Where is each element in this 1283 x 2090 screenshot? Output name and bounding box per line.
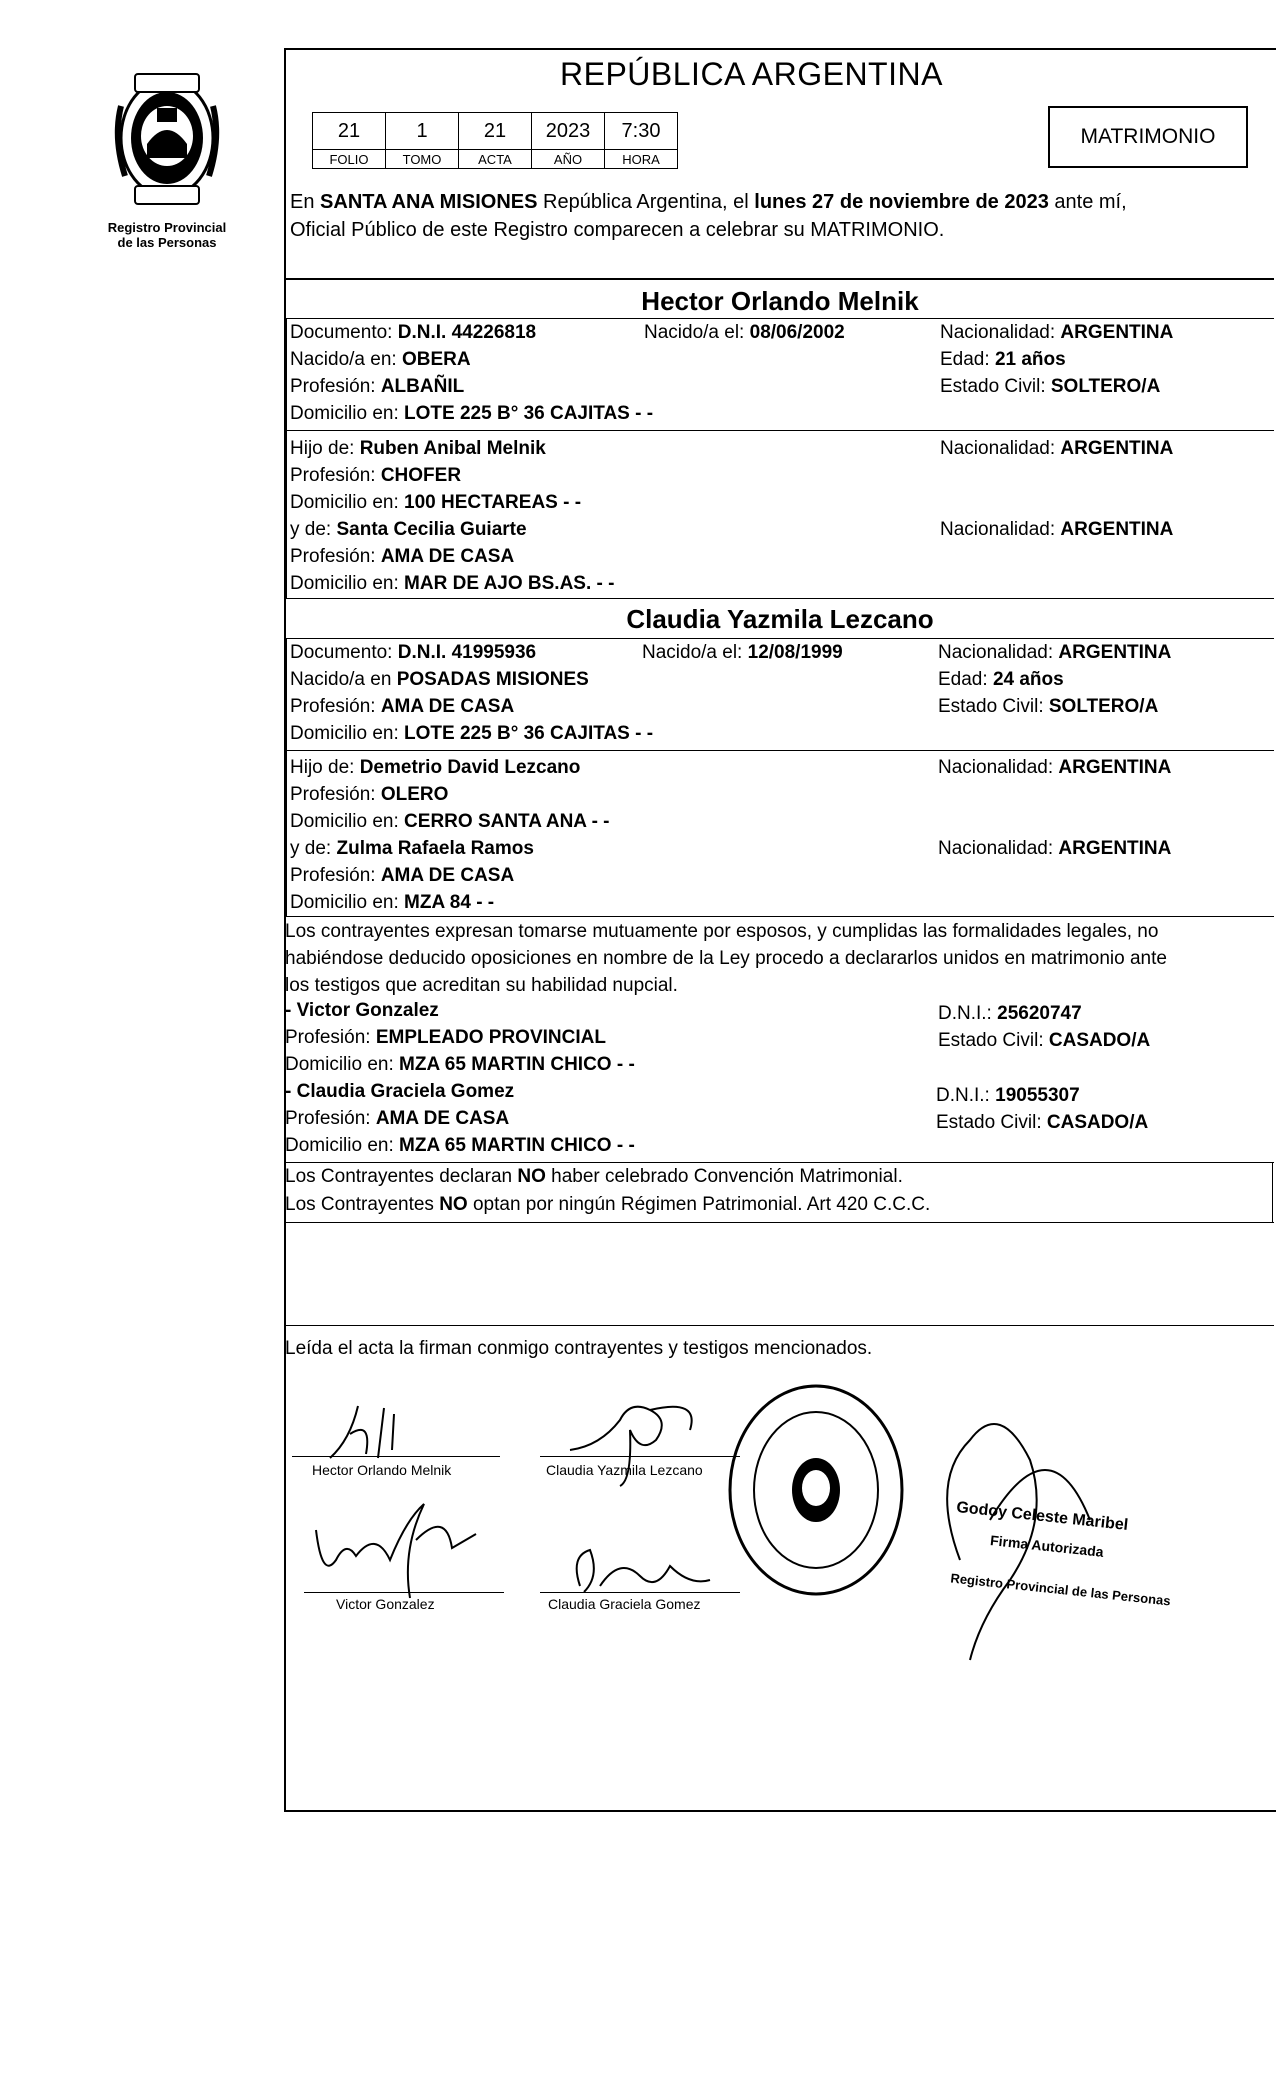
registry-seal xyxy=(722,1380,910,1600)
spouse2-mother-address: Domicilio en: MZA 84 - - xyxy=(290,892,495,913)
intro-text: República Argentina, el xyxy=(537,191,755,213)
spouse1-birthplace: Nacido/a en: OBERA xyxy=(290,349,471,370)
spouse2-civil-status: Estado Civil: SOLTERO/A xyxy=(938,696,1159,717)
intro-text: ante mí, xyxy=(1048,191,1127,213)
spouse1-nationality: Nacionalidad: ARGENTINA xyxy=(940,322,1174,343)
spouse2-address: Domicilio en: LOTE 225 B° 36 CAJITAS - - xyxy=(290,723,654,744)
spouse2-nationality: Nacionalidad: ARGENTINA xyxy=(938,642,1172,663)
witness2-name: - Claudia Graciela Gomez xyxy=(285,1081,515,1102)
signature-caption-witness2: Claudia Graciela Gomez xyxy=(548,1596,701,1612)
officer-stamp-title: Firma Autorizada xyxy=(989,1532,1105,1560)
logo-caption-line-1: Registro Provincial xyxy=(107,220,227,235)
witness2-profession: Profesión: AMA DE CASA xyxy=(285,1108,510,1129)
spouse2-mother-nationality: Nacionalidad: ARGENTINA xyxy=(938,838,1172,859)
spouse1-civil-status: Estado Civil: SOLTERO/A xyxy=(940,376,1161,397)
anio-value: 2023 xyxy=(532,113,605,150)
witness2-address: Domicilio en: MZA 65 MARTIN CHICO - - xyxy=(285,1135,635,1156)
divider xyxy=(284,318,1274,319)
witness1-address: Domicilio en: MZA 65 MARTIN CHICO - - xyxy=(285,1054,635,1075)
divider xyxy=(284,638,1274,639)
tomo-label: TOMO xyxy=(386,150,459,169)
convention-statement: Los Contrayentes declaran NO haber celebrado Convención Matrimonial. xyxy=(285,1166,903,1187)
witness1-dni: D.N.I.: 25620747 xyxy=(938,1003,1082,1024)
intro-text: En xyxy=(290,191,321,213)
signature-caption-witness1: Victor Gonzalez xyxy=(336,1596,435,1612)
divider xyxy=(284,1162,1274,1163)
declaration-paragraph xyxy=(285,918,1275,999)
declaration-line: Los contrayentes expresan tomarse mutuamente por esposos, y cumplidas las formalidades legales, no xyxy=(285,921,1159,942)
divider xyxy=(284,278,1274,280)
spouse2-name: Claudia Yazmila Lezcano xyxy=(626,604,934,634)
divider xyxy=(284,1325,1274,1326)
spouse1-mother-address: Domicilio en: MAR DE AJO BS.AS. - - xyxy=(290,573,615,594)
spouse2-father: Hijo de: Demetrio David Lezcano xyxy=(290,757,581,778)
spouse1-father-profession: Profesión: CHOFER xyxy=(290,465,462,486)
country-title: REPÚBLICA ARGENTINA xyxy=(560,56,943,92)
divider xyxy=(286,750,1274,751)
witness2-civil-status: Estado Civil: CASADO/A xyxy=(936,1112,1149,1133)
signature-witness1 xyxy=(306,1490,486,1602)
tomo-value: 1 xyxy=(386,113,459,150)
registry-logo xyxy=(92,66,242,250)
signature-spouse2 xyxy=(560,1390,720,1490)
spouse2-father-nationality: Nacionalidad: ARGENTINA xyxy=(938,757,1172,778)
spouse2-birthdate: Nacido/a el: 12/08/1999 xyxy=(642,642,843,663)
anio-label: AÑO xyxy=(532,150,605,169)
logo-caption-line-2: de las Personas xyxy=(117,235,217,250)
declaration-line: habiéndose deducido oposiciones en nombre de la Ley procedo a declararlos unidos en matrimonio ante xyxy=(285,948,1167,969)
spouse2-document: Documento: D.N.I. 41995936 xyxy=(290,642,537,663)
folio-label: FOLIO xyxy=(313,150,386,169)
spouse1-father-address: Domicilio en: 100 HECTAREAS - - xyxy=(290,492,582,513)
signature-caption-spouse2: Claudia Yazmila Lezcano xyxy=(546,1462,703,1478)
spouse2-mother-profession: Profesión: AMA DE CASA xyxy=(290,865,515,886)
witness2-dni: D.N.I.: 19055307 xyxy=(936,1085,1080,1106)
spouse2-mother: y de: Zulma Rafaela Ramos xyxy=(290,838,534,859)
officer-stamp-registry: Registro Provincial de las Personas xyxy=(949,1570,1172,1609)
witness1-name: - Victor Gonzalez xyxy=(285,1000,439,1021)
spouse1-profession: Profesión: ALBAÑIL xyxy=(290,376,465,397)
officer-stamp-name: Godoy Celeste Maribel xyxy=(955,1499,1129,1534)
signature-spouse1 xyxy=(320,1400,420,1464)
intro-paragraph xyxy=(290,188,1275,244)
intro-line-2: Oficial Público de este Registro comparecen a celebrar su MATRIMONIO. xyxy=(290,219,945,241)
spouse2-father-profession: Profesión: OLERO xyxy=(290,784,449,805)
spouse1-mother: y de: Santa Cecilia Guiarte xyxy=(290,519,527,540)
spouse2-birthplace: Nacido/a en POSADAS MISIONES xyxy=(290,669,589,690)
section-border xyxy=(286,638,287,916)
intro-line-1 xyxy=(290,188,1275,216)
folio-value: 21 xyxy=(313,113,386,150)
witness1-profession: Profesión: EMPLEADO PROVINCIAL xyxy=(285,1027,606,1048)
spouse2-profession: Profesión: AMA DE CASA xyxy=(290,696,515,717)
divider xyxy=(284,1222,1274,1223)
divider xyxy=(286,430,1274,431)
record-type-box: MATRIMONIO xyxy=(1048,106,1248,168)
divider xyxy=(284,598,1274,599)
intro-place: SANTA ANA MISIONES xyxy=(320,191,538,213)
declaration-line: los testigos que acreditan su habilidad nupcial. xyxy=(285,975,678,996)
spouse1-address: Domicilio en: LOTE 225 B° 36 CAJITAS - - xyxy=(290,403,654,424)
closing-statement: Leída el acta la firman conmigo contrayentes y testigos mencionados. xyxy=(285,1338,873,1359)
intro-date: lunes 27 de noviembre de 2023 xyxy=(754,191,1049,213)
signature-witness2 xyxy=(560,1536,720,1600)
witness1-civil-status: Estado Civil: CASADO/A xyxy=(938,1030,1151,1051)
spouse2-age: Edad: 24 años xyxy=(938,669,1064,690)
section-border xyxy=(286,318,287,598)
spouse1-father-nationality: Nacionalidad: ARGENTINA xyxy=(940,438,1174,459)
spouse1-age: Edad: 21 años xyxy=(940,349,1066,370)
spouse1-name: Hector Orlando Melnik xyxy=(641,286,919,316)
logo-caption xyxy=(92,220,242,250)
hora-value: 7:30 xyxy=(605,113,678,150)
spouse1-birthdate: Nacido/a el: 08/06/2002 xyxy=(644,322,845,343)
spouse1-mother-nationality: Nacionalidad: ARGENTINA xyxy=(940,519,1174,540)
spouse1-father: Hijo de: Ruben Anibal Melnik xyxy=(290,438,546,459)
signature-caption-spouse1: Hector Orlando Melnik xyxy=(312,1462,452,1478)
record-fields-table xyxy=(312,112,678,169)
patrimonial-regime-statement: Los Contrayentes NO optan por ningún Régimen Patrimonial. Art 420 C.C.C. xyxy=(285,1194,931,1215)
acta-label: ACTA xyxy=(459,150,532,169)
hora-label: HORA xyxy=(605,150,678,169)
divider xyxy=(284,916,1274,917)
spouse2-father-address: Domicilio en: CERRO SANTA ANA - - xyxy=(290,811,610,832)
spouse1-mother-profession: Profesión: AMA DE CASA xyxy=(290,546,515,567)
section-border xyxy=(1272,1162,1273,1222)
spouse1-document: Documento: D.N.I. 44226818 xyxy=(290,322,537,343)
provincial-coat-of-arms xyxy=(107,66,227,214)
acta-value: 21 xyxy=(459,113,532,150)
